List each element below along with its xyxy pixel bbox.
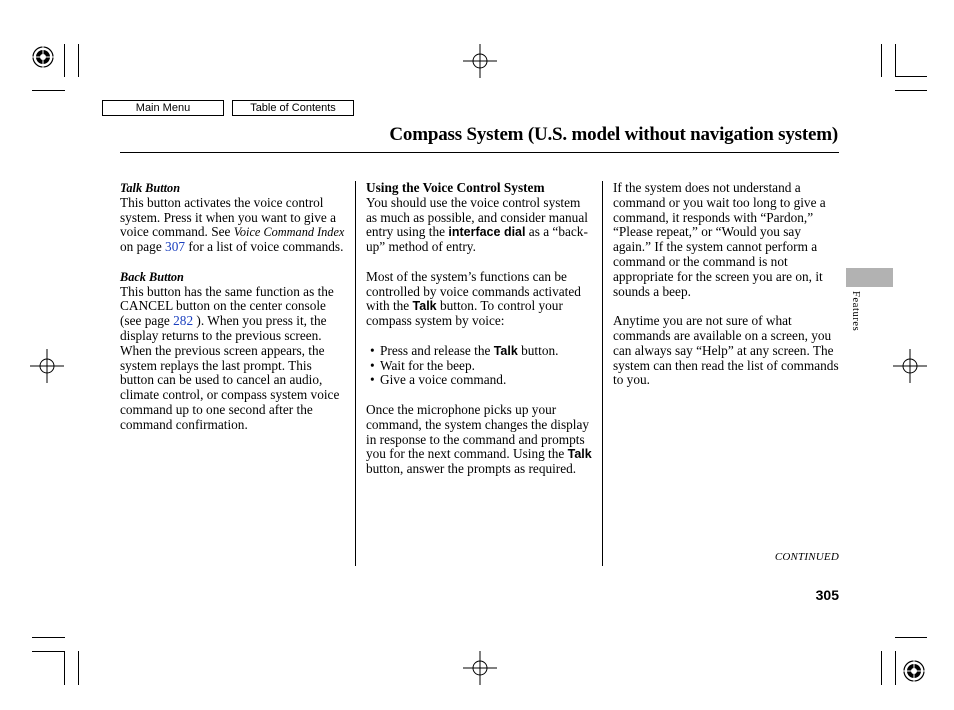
crop-mark — [32, 90, 65, 91]
talk-button-paragraph — [120, 196, 348, 255]
text: button. To control your compass system by voice: — [366, 298, 563, 329]
text: Once the microphone picks up your command, the system changes the display in response to the command and prompts you for the next command. Using the — [366, 401, 590, 462]
crop-mark — [78, 651, 79, 685]
list-item: • Wait for the beep. — [366, 359, 594, 374]
text: button, answer the prompts as required. — [366, 461, 577, 477]
crop-mark — [895, 76, 927, 77]
crop-mark — [881, 651, 882, 685]
column-middle — [366, 181, 594, 477]
text: as a “back-up” method of entry. — [366, 224, 588, 255]
crop-mark — [32, 651, 65, 652]
back-button-paragraph — [120, 285, 348, 433]
not-understood-paragraph: If the system does not understand a command or you wait too long to give a command, it responds with “Pardon,” “Please repeat,” or “Would you say again.” If the system cannot perform a command or the command is not appropriate for the screen you are on, it sounds a beep. — [613, 180, 826, 299]
text: for a list of voice commands. — [185, 239, 344, 255]
registration-crosshair-right-icon — [891, 347, 929, 385]
talk-term: Talk — [493, 343, 518, 358]
crop-mark — [32, 637, 65, 638]
section-label: Features — [850, 291, 861, 332]
section-tab — [846, 268, 893, 287]
list-item: • Give a voice command. — [366, 373, 594, 388]
main-menu-button[interactable]: Main Menu — [102, 100, 224, 116]
page-number: 305 — [815, 587, 839, 603]
page-307-link[interactable]: 307 — [165, 239, 185, 255]
title-rule — [120, 152, 839, 153]
page-title: Compass System (U.S. model without navigation system) — [389, 124, 838, 145]
crop-mark — [895, 651, 896, 685]
voice-steps-list — [366, 344, 594, 388]
talk-term: Talk — [412, 299, 437, 314]
back-button-heading: Back Button — [120, 269, 184, 284]
voice-command-index-ref: Voice Command Index — [233, 225, 345, 240]
crop-mark — [78, 44, 79, 77]
crop-mark — [895, 44, 896, 77]
continued-label: CONTINUED — [774, 551, 839, 563]
table-of-contents-button[interactable]: Table of Contents — [232, 100, 354, 116]
text: This button has the same function as the CANCEL button on the center console (see page — [120, 283, 334, 329]
crop-mark — [64, 44, 65, 77]
text: You should use the voice control system as much as possible, and consider manual entry using the — [366, 194, 588, 240]
help-paragraph: Anytime you are not sure of what commands are available on a screen, you can always say “Help” at any screen. The system can then read the list of commands to you. — [613, 313, 839, 388]
column-divider — [355, 181, 356, 566]
text: on page — [120, 239, 166, 255]
text: This button activates the voice control system. Press it when you want to give a voice command. See — [120, 194, 337, 240]
column-right — [613, 181, 841, 388]
column-left — [120, 181, 348, 433]
interface-dial-term: interface dial — [448, 225, 526, 240]
voice-control-paragraph-2 — [366, 270, 594, 329]
registration-mark-top-left-icon — [28, 40, 68, 76]
voice-control-paragraph-1 — [366, 196, 594, 255]
page-282-link[interactable]: 282 — [173, 313, 194, 329]
voice-control-heading: Using the Voice Control System — [366, 180, 545, 195]
column-divider — [602, 181, 603, 566]
registration-crosshair-left-icon — [28, 347, 66, 385]
registration-crosshair-bottom-icon — [461, 651, 499, 687]
text: Most of the system’s functions can be controlled by voice commands activated with the — [366, 268, 581, 314]
talk-term: Talk — [567, 447, 592, 462]
crop-mark — [881, 44, 882, 77]
text: Press and release the — [380, 342, 494, 358]
text: button. — [517, 342, 559, 358]
crop-mark — [64, 651, 65, 685]
voice-control-paragraph-3 — [366, 403, 594, 477]
crop-mark — [895, 90, 927, 91]
registration-crosshair-top-icon — [461, 43, 499, 79]
registration-mark-bottom-right-icon — [898, 655, 930, 687]
list-item — [366, 344, 594, 359]
text: ). When you press it, the display returns to the previous screen. When the previous screen appears, the system replays the last prompt. This button can be used to cancel an audio, climate control, or compass system voice command up to one second after the command confirmation. — [120, 313, 340, 432]
talk-button-heading: Talk Button — [120, 181, 181, 195]
crop-mark — [895, 637, 927, 638]
